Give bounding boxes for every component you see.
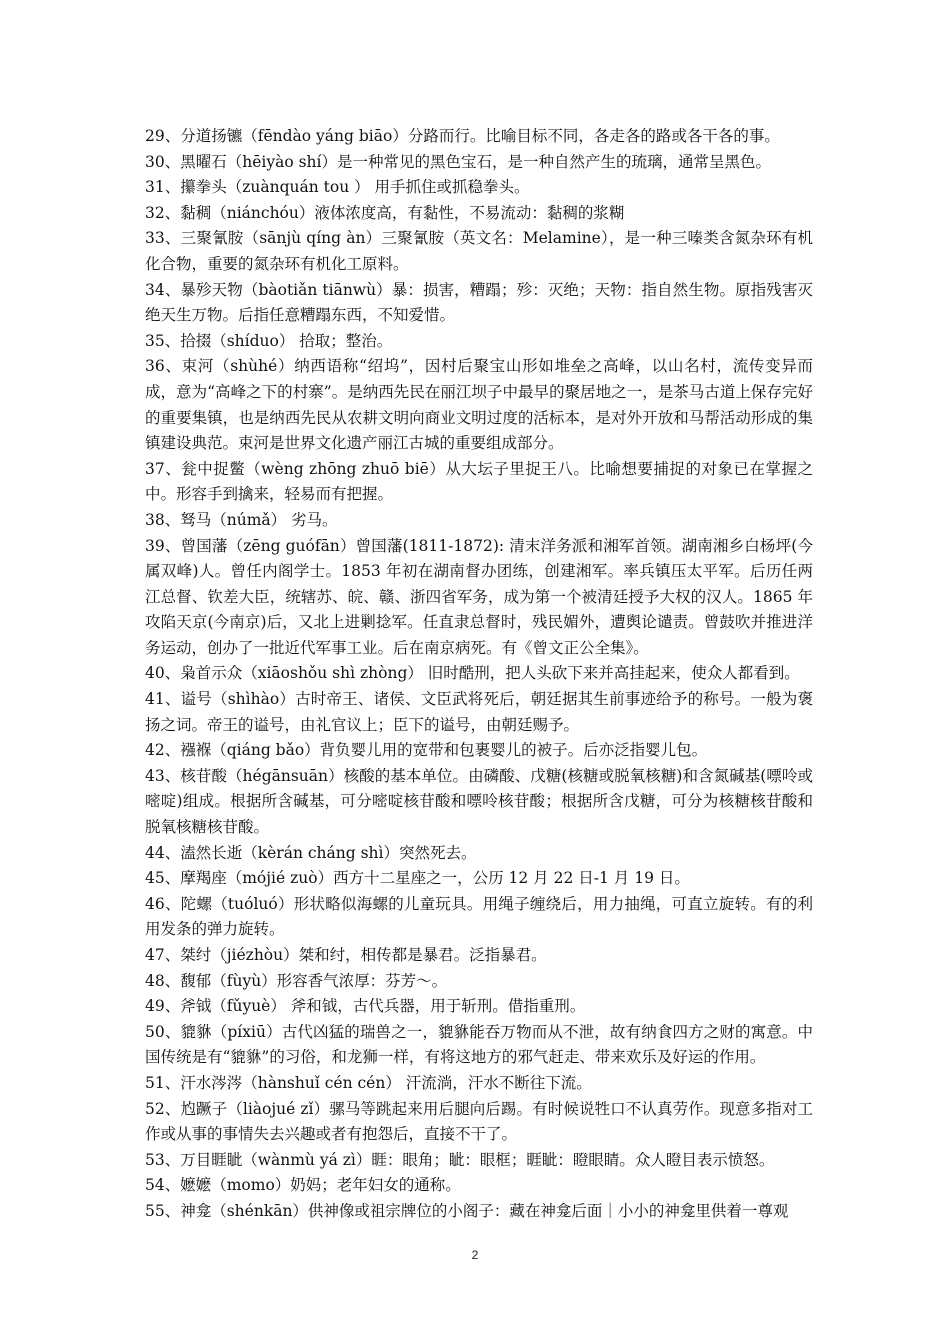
entry-paragraph: 31、攥拳头（zuànquán tou ） 用手抓住或抓稳拳头。	[145, 178, 530, 197]
entry-paragraph: 40、枭首示众（xiāoshǒu shì zhòng） 旧时酷刑，把人头砍下来并高挂起来，使众人都看到。	[145, 664, 800, 683]
entry-paragraph: 50、貔貅（píxiū）古代凶猛的瑞兽之一，貔貅能吞万物而从不泄，故有纳食四方之财的寓意。中国传统是有“貔貅”的习俗，和龙狮一样，有将这地方的邪气赶走、带来欢乐及好运的作用。	[145, 1022, 813, 1067]
entry-paragraph: 36、束河（shùhé）纳西语称“绍坞”，因村后聚宝山形如堆垒之高峰，以山名村，流传变异而成，意为“高峰之下的村寨”。是纳西先民在丽江坝子中最早的聚居地之一，是茶马古道上保存完好的重要集镇，也是纳西先民从农耕文明向商业文明过度的活标本，是对外开放和马帮活动形成的集镇建设典范。束河是世界文化遗产丽江古城的重要组成部分。	[145, 357, 813, 453]
entry-paragraph: 46、陀螺（tuóluó）形状略似海螺的儿童玩具。用绳子缠绕后，用力抽绳，可直立旋转。有的利用发条的弹力旋转。	[145, 894, 813, 939]
entry-paragraph: 52、尥蹶子（liàojué zǐ）骡马等跳起来用后腿向后踢。有时候说牲口不认真劳作。现意多指对工作或从事的事情失去兴趣或者有抱怨后，直接不干了。	[145, 1099, 813, 1144]
entry-paragraph: 45、摩羯座（mójié zuò）西方十二星座之一，公历 12 月 22 日-1 月 19 日。	[145, 869, 690, 888]
page-number: 2	[471, 1248, 479, 1262]
entry-paragraph: 33、三聚氰胺（sānjù qíng àn）三聚氰胺（英文名：Melamine），是一种三嗪类含氮杂环有机化合物，重要的氮杂环有机化工原料。	[145, 229, 813, 273]
entry-paragraph: 43、核苷酸（hégānsuān）核酸的基本单位。由磷酸、戊糖(核糖或脱氧核糖)和含氮碱基(嘌呤或嘧啶)组成。根据所含碱基，可分嘧啶核苷酸和嘌呤核苷酸；根据所含戊糖，可分为核糖核苷酸和脱氧核糖核苷酸。	[145, 766, 813, 837]
entry-paragraph: 34、暴殄天物（bàotiǎn tiānwù）暴：损害，糟蹋；殄：灭绝；天物：指自然生物。原指残害灭绝天生万物。后指任意糟蹋东西，不知爱惜。	[145, 280, 813, 325]
entry-paragraph: 48、馥郁（fùyù）形容香气浓厚：芬芳～。	[145, 971, 448, 990]
entry-paragraph: 30、黑曜石（hēiyào shí）是一种常见的黑色宝石，是一种自然产生的琉璃，通常呈黑色。	[145, 152, 771, 171]
entry-paragraph: 38、驽马（númǎ） 劣马。	[145, 510, 338, 529]
entry-paragraph: 51、汗水涔涔（hànshuǐ cén cén） 汗流淌，汗水不断往下流。	[145, 1073, 592, 1092]
entry-paragraph: 54、嬷嬷（momo）奶妈；老年妇女的通称。	[145, 1176, 461, 1195]
entry-paragraph: 47、桀纣（jiézhòu）桀和纣，相传都是暴君。泛指暴君。	[145, 946, 547, 964]
entry-paragraph: 39、曾国藩（zēng guófān）曾国藩(1811-1872): 清末洋务派和湘军首领。湖南湘乡白杨坪(今属双峰)人。曾任内阁学士。1853 年初在湖南督办团练，创建湘军。率兵镇压太平军。后历任两江总督、钦差大臣，统辖苏、皖、赣、浙四省军务，成为第一个被清廷授予大权的汉人。1865 年攻陷天京(今南京)后，又北上进剿捻军。任直隶总督时，残民媚外，遭舆论谴责。曾鼓吹并推进洋务运动，创办了一批近代军事工业。后在南京病死。有《曾文正公全集》。	[145, 536, 813, 657]
entry-paragraph: 53、万目睚眦（wànmù yá zì）睚：眼角；眦：眼框；睚眦：瞪眼睛。众人瞪目表示愤怒。	[145, 1150, 775, 1169]
entry-paragraph: 42、襁褓（qiáng bǎo）背负婴儿用的宽带和包裹婴儿的被子。后亦泛指婴儿包。	[145, 741, 708, 760]
entry-paragraph: 32、黏稠（niánchóu）液体浓度高，有黏性，不易流动：黏稠的浆糊	[145, 203, 625, 222]
entry-paragraph: 49、斧钺（fǔyuè） 斧和钺，古代兵器，用于斩刑。借指重刑。	[145, 997, 586, 1016]
entry-paragraph: 35、拾掇（shíduo） 拾取；整治。	[145, 331, 393, 350]
entry-paragraph: 29、分道扬镳（fēndào yáng biāo）分路而行。比喻目标不同，各走各的路或各干各的事。	[145, 127, 780, 145]
entry-paragraph: 41、谥号（shìhào）古时帝王、诸侯、文臣武将死后，朝廷据其生前事迹给予的称号。一般为褒扬之词。帝王的谥号，由礼官议上；臣下的谥号，由朝廷赐予。	[145, 690, 813, 734]
entry-paragraph: 44、溘然长逝（kèrán cháng shì）突然死去。	[145, 843, 477, 862]
entry-paragraph: 37、瓮中捉鳖（wèng zhōng zhuō biē）从大坛子里捉王八。比喻想要捕捉的对象已在掌握之中。形容手到擒来，轻易而有把握。	[145, 459, 813, 504]
entry-list	[145, 124, 813, 1225]
entry-paragraph: 55、神龛（shénkān）供神像或祖宗牌位的小阁子：藏在神龛后面｜小小的神龛里供着一尊观	[145, 1201, 789, 1220]
